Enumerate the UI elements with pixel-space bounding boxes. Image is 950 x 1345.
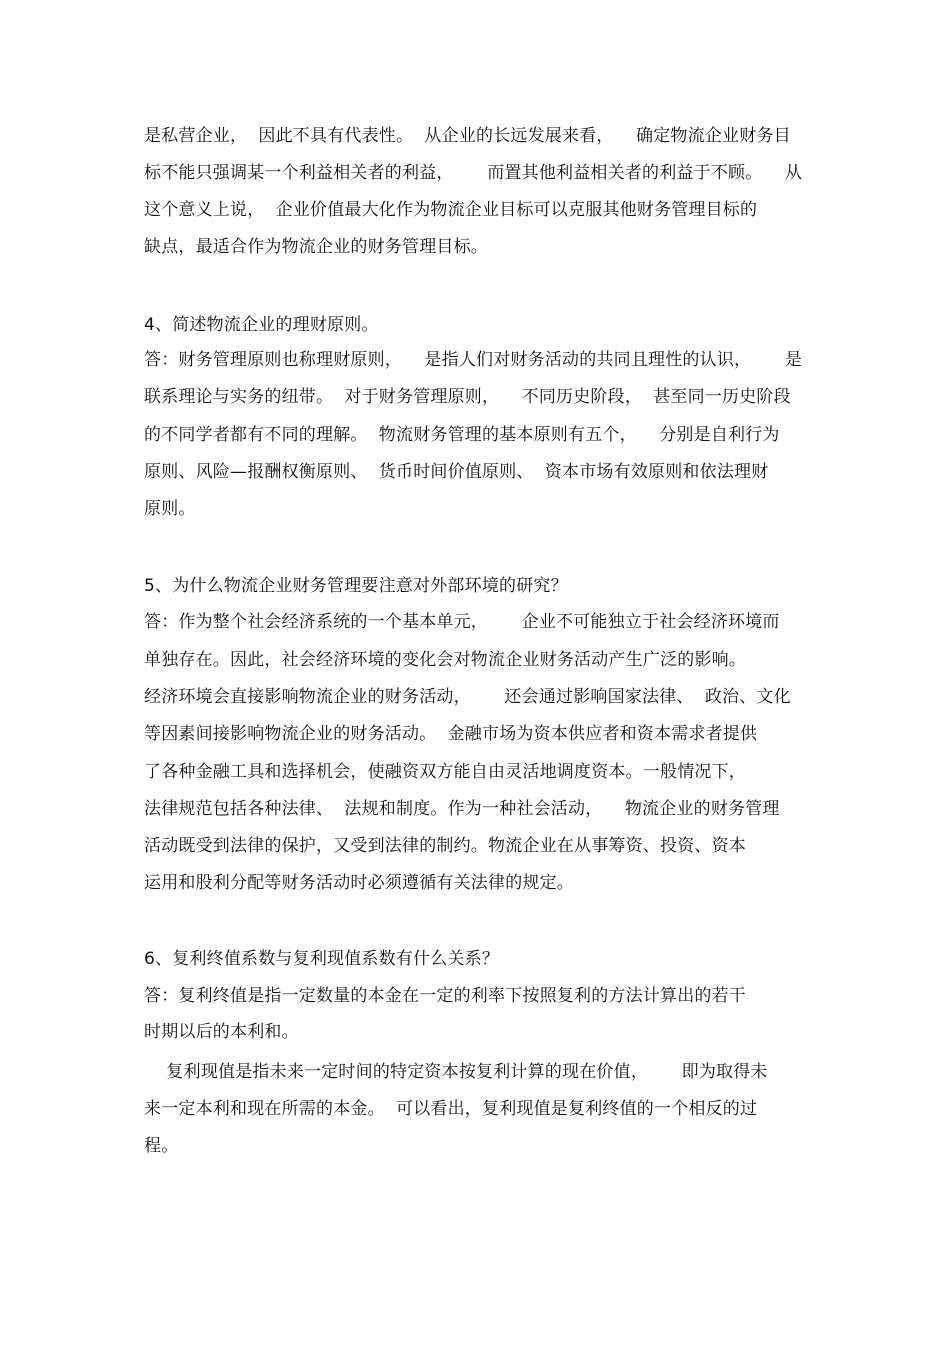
paragraph-line: 是私营企业， 因此不具有代表性。 从企业的长远发展来看， 确定物流企业财务目: [144, 126, 791, 146]
answer-line: 法律规范包括各种法律、 法规和制度。作为一种社会活动， 物流企业的财务管理: [144, 799, 780, 819]
answer-line: 活动既受到法律的保护，又受到法律的制约。物流企业在从事筹资、投资、资本: [144, 836, 746, 856]
question-heading: 5、为什么物流企业财务管理要注意对外部环境的研究？: [144, 576, 568, 596]
answer-line: 联系理论与实务的纽带。 对于财务管理原则， 不同历史阶段， 甚至同一历史阶段: [144, 387, 791, 407]
question-heading: 6、复利终值系数与复利现值系数有什么关系？: [144, 949, 500, 969]
answer-line: 答：财务管理原则也称理财原则， 是指人们对财务活动的共同且理性的认识， 是: [144, 350, 803, 370]
answer-line: 答：复利终值是指一定数量的本金在一定的利率下按照复利的方法计算出的若干: [144, 986, 746, 1006]
question-heading: 4、简述物流企业的理财原则。: [144, 315, 379, 335]
answer-line: 运用和股利分配等财务活动时必须遵循有关法律的规定。: [144, 873, 574, 893]
answer-line: 答：作为整个社会经济系统的一个基本单元， 企业不可能独立于社会经济环境而: [144, 612, 780, 632]
answer-line: 经济环境会直接影响物流企业的财务活动， 还会通过影响国家法律、 政治、文化: [144, 687, 791, 707]
answer-line: 了各种金融工具和选择机会，使融资双方能自由灵活地调度资本。一般情况下，: [144, 762, 746, 782]
answer-line: 单独存在。因此，社会经济环境的变化会对物流企业财务活动产生广泛的影响。: [144, 650, 746, 670]
paragraph-line: 缺点，最适合作为物流企业的财务管理目标。: [144, 237, 488, 257]
answer-line: 的不同学者都有不同的理解。 物流财务管理的基本原则有五个， 分别是自利行为: [144, 425, 780, 445]
answer-line: 原则。: [144, 499, 196, 519]
paragraph-line: 这个意义上说， 企业价值最大化作为物流企业目标可以克服其他财务管理目标的: [144, 200, 758, 220]
answer-line: 时期以后的本利和。: [144, 1022, 299, 1042]
paragraph-line: 标不能只强调某一个利益相关者的利益， 而置其他利益相关者的利益于不顾。 从: [144, 163, 803, 183]
answer-line: 原则、风险—报酬权衡原则、 货币时间价值原则、 资本市场有效原则和依法理财: [144, 462, 769, 482]
answer-line: 来一定本利和现在所需的本金。 可以看出，复利现值是复利终值的一个相反的过: [144, 1099, 758, 1119]
answer-line: 程。: [144, 1136, 179, 1156]
answer-line: 复利现值是指未来一定时间的特定资本按复利计算的现在价值， 即为取得未: [144, 1062, 768, 1082]
answer-line: 等因素间接影响物流企业的财务活动。 金融市场为资本供应者和资本需求者提供: [144, 724, 758, 744]
